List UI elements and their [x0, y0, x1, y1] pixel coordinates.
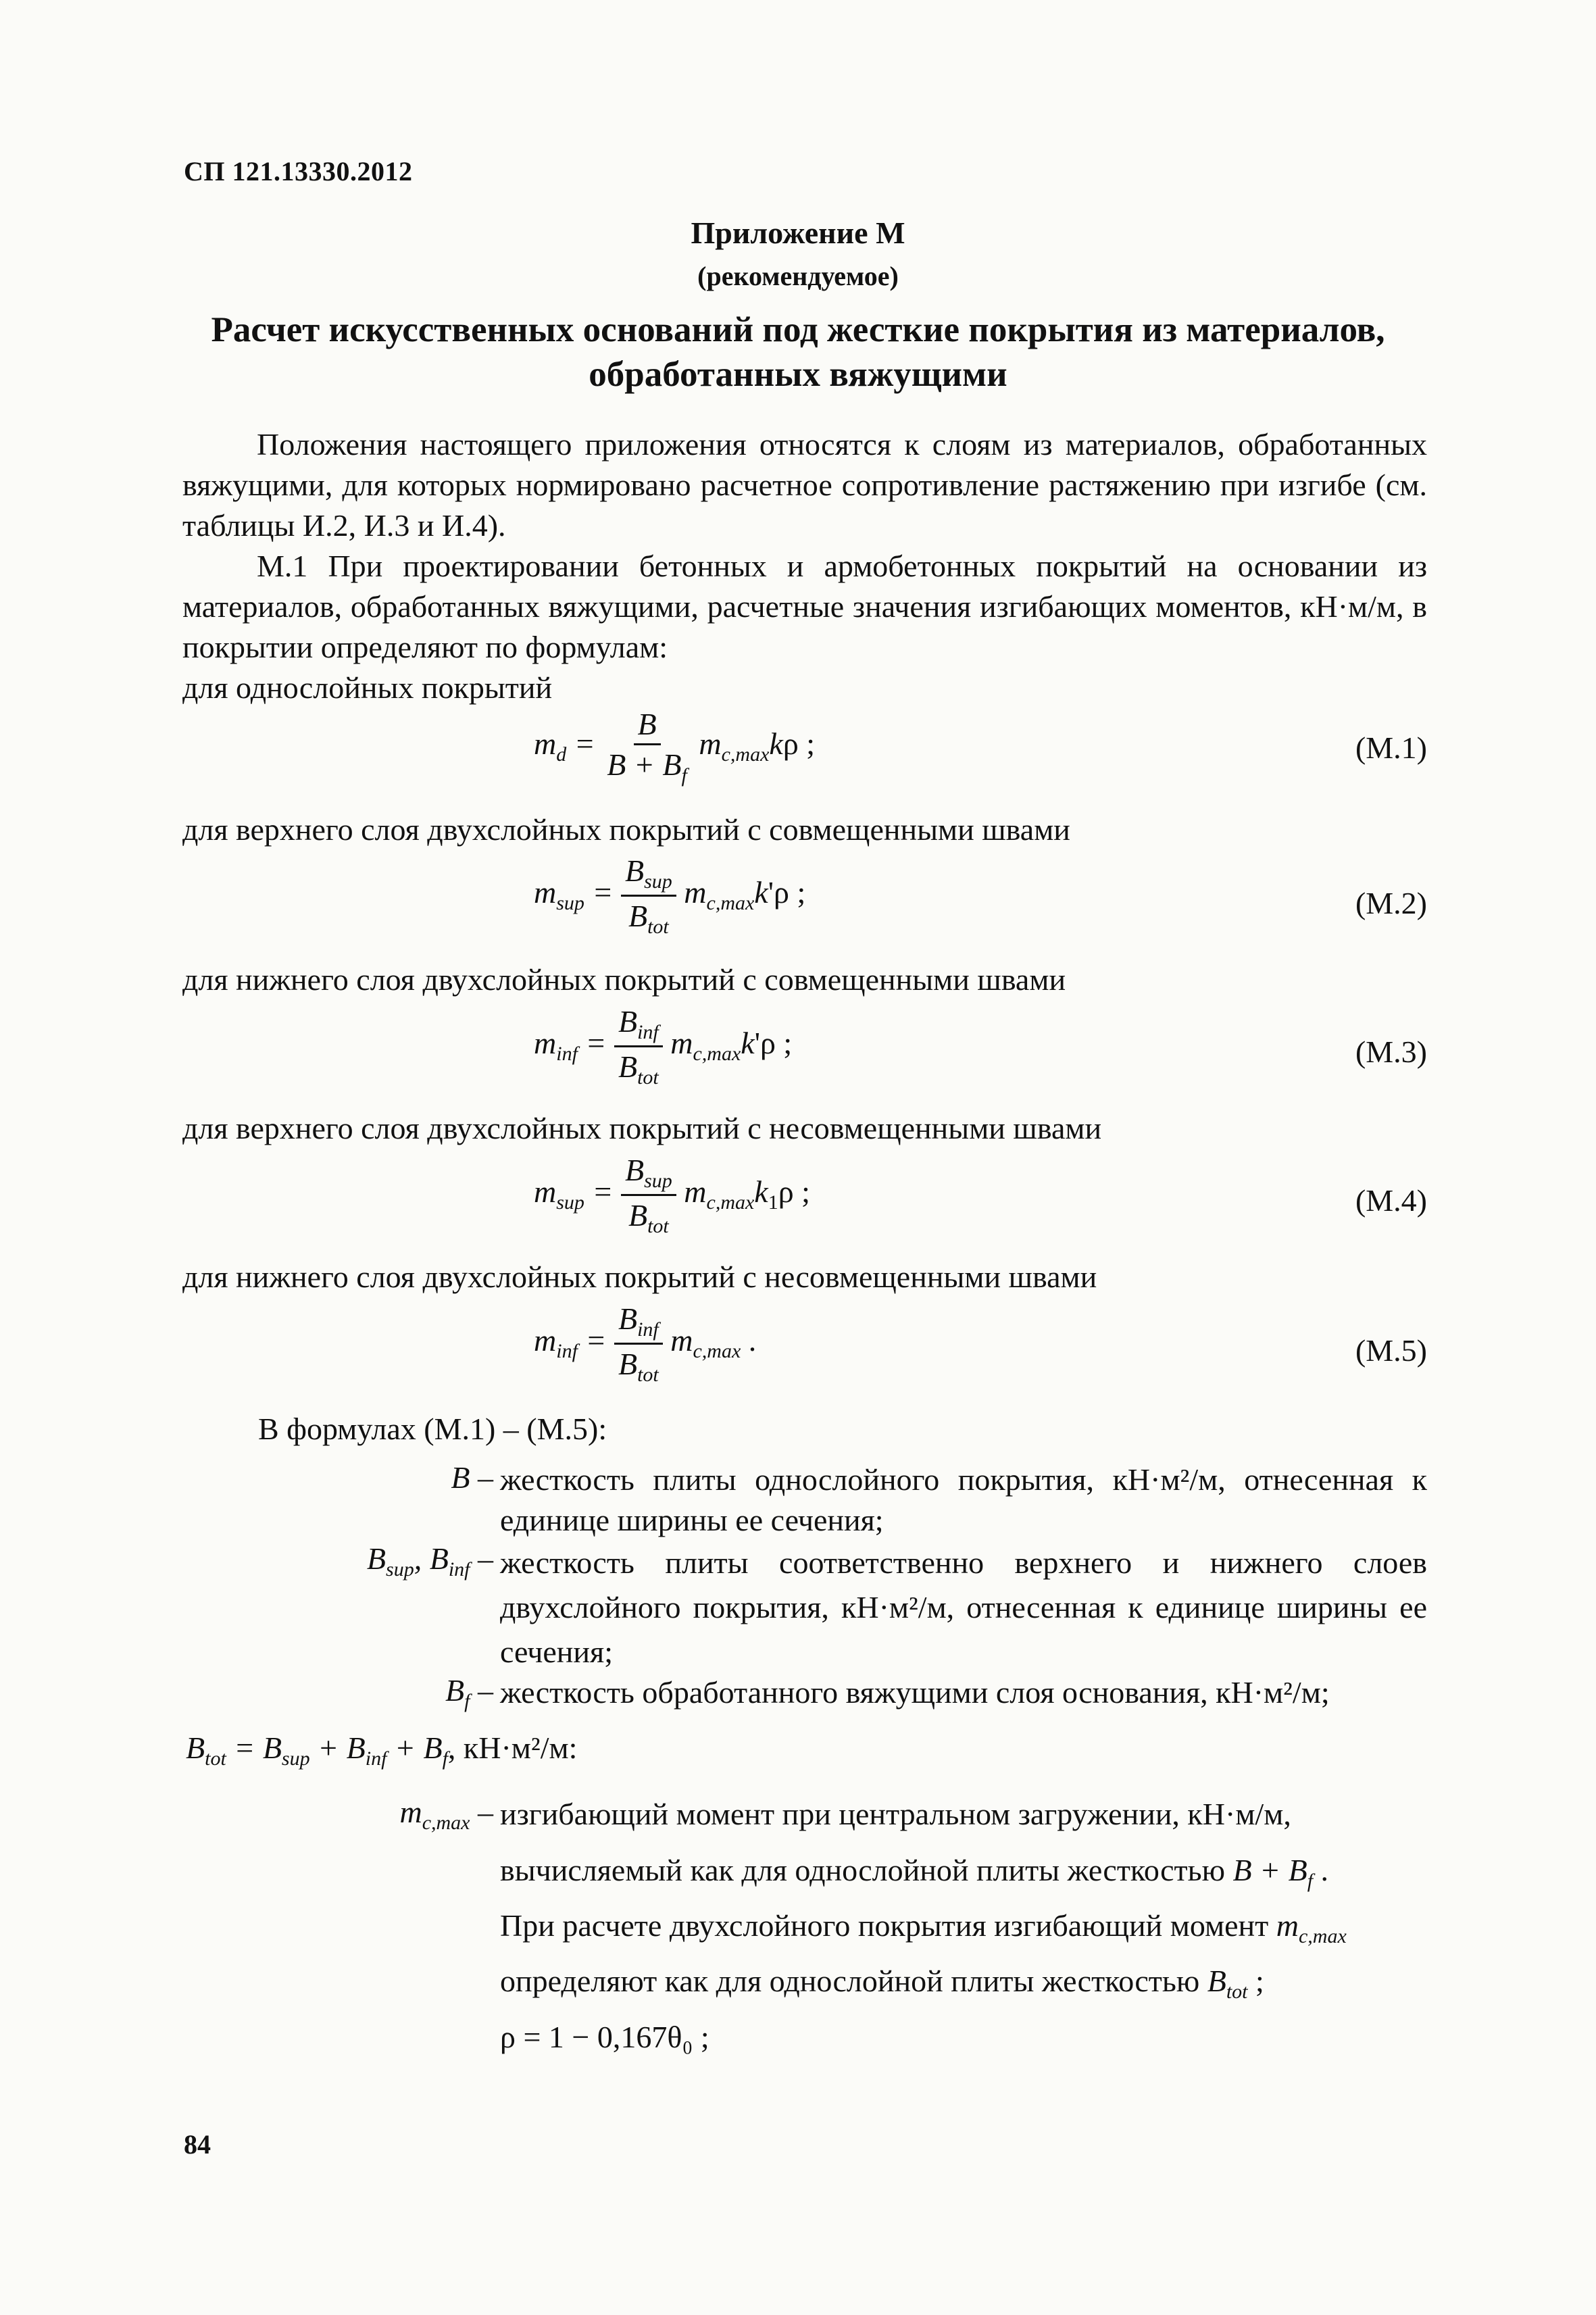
- formulas-legend-intro: В формулах (М.1) – (М.5):: [258, 1412, 607, 1446]
- term-B: B –: [451, 1460, 493, 1495]
- Btot-unit: , кН·м²/м:: [447, 1731, 578, 1765]
- case-upper-offset: для верхнего слоя двухслойных покрытий с несовмещенными швами: [182, 1111, 1102, 1145]
- page-number: 84: [184, 2129, 211, 2160]
- intro-paragraph: Положения настоящего приложения относятся к слоям из материалов, обработанных вяжущими, для которых нормировано расчетное сопротивление растяжению при изгибе (см. таблицы И.2, И.3 и И.4).: [182, 427, 1427, 543]
- rho-formula: ρ = 1 − 0,167θ₀ ;: [500, 2020, 709, 2054]
- case-single-layer: для однослойных покрытий: [182, 670, 553, 705]
- formula-m1: $m_d$ = $\frac{B}{B + B_f}$ $m_{c,max}k\rho$ ;: [534, 707, 816, 787]
- case-lower-offset: для нижнего слоя двухслойных покрытий с несовмещенными швами: [182, 1260, 1097, 1294]
- appendix-title-line2: обработанных вяжущими: [589, 355, 1007, 394]
- definition-mcmax-line3-text: При расчете двухслойного покрытия изгибающий момент: [500, 1908, 1269, 1943]
- term-Bf: $B_f$ –: [445, 1673, 493, 1713]
- definition-B: жесткость плиты однослойного покрытия, кН·м²/м, отнесенная к единице ширины ее сечения;: [500, 1462, 1427, 1537]
- clause-m1: М.1 При проектировании бетонных и армобетонных покрытий на основании из материалов, обработанных вяжущими, расчетные значения изгибающих моментов, кН·м/м, в покрытии определяют по формулам:: [182, 549, 1427, 664]
- term-mcmax: $m_{c,max}$ –: [399, 1795, 493, 1835]
- appendix-title: [135, 307, 1461, 397]
- case-upper-aligned: для верхнего слоя двухслойных покрытий с совмещенными швами: [182, 812, 1070, 847]
- appendix-title-line1: Расчет искусственных оснований под жесткие покрытия из материалов,: [211, 310, 1385, 349]
- formula-m5: $m_{inf}$ = $\frac{B_{inf}}{B_{tot}}$ $m_{c,max}$ .: [534, 1301, 757, 1387]
- formula-m2: $m_{sup}$ = $\frac{B_{sup}}{B_{tot}}$ $m_{c,max}k'\rho$ ;: [534, 853, 806, 939]
- term-Bsup-Binf: $B_{sup}$, $B_{inf}$ –: [366, 1541, 493, 1581]
- equation-number-m5: (М.5): [1355, 1333, 1427, 1368]
- definition-Bf: жесткость обработанного вяжущими слоя основания, кН·м²/м;: [500, 1675, 1330, 1710]
- equation-number-m3: (М.3): [1355, 1035, 1427, 1069]
- definition-mcmax-line2: вычисляемый как для однослойной плиты жесткостью $B + B_f$ .: [500, 1853, 1329, 1893]
- equation-number-m1: (М.1): [1355, 730, 1427, 765]
- equation-number-m2: (М.2): [1355, 886, 1427, 920]
- formula-Btot: $B_{tot} = B_{sup} + B_{inf} + B_f$, кН·м²/м:: [186, 1731, 578, 1770]
- definition-mcmax-line3: При расчете двухслойного покрытия изгибающий момент $m_{c,max}$: [500, 1908, 1347, 1948]
- case-lower-aligned: для нижнего слоя двухслойных покрытий с совмещенными швами: [182, 962, 1066, 997]
- definition-mcmax-line4: определяют как для однослойной плиты жесткостью $B_{tot}$ ;: [500, 1964, 1264, 2003]
- definition-Bsup-Binf: жесткость плиты соответственно верхнего и нижнего слоев двухслойного покрытия, кН·м²/м, отнесенная к единице ширины ее сечения;: [500, 1545, 1427, 1669]
- definition-mcmax-line4-text: определяют как для однослойной плиты жесткостью: [500, 1964, 1200, 1998]
- appendix-status: (рекомендуемое): [697, 261, 899, 291]
- appendix-label: Приложение М: [691, 216, 905, 250]
- standard-code: СП 121.13330.2012: [184, 156, 413, 186]
- definition-mcmax-line1: изгибающий момент при центральном загружении, кН·м/м,: [500, 1797, 1291, 1831]
- equation-number-m4: (М.4): [1355, 1183, 1427, 1218]
- formula-m4: $m_{sup}$ = $\frac{B_{sup}}{B_{tot}}$ $m_{c,max}k_1\rho$ ;: [534, 1153, 810, 1238]
- definition-mcmax-line2-text: вычисляемый как для однослойной плиты жесткостью: [500, 1853, 1225, 1887]
- formula-m3: $m_{inf}$ = $\frac{B_{inf}}{B_{tot}}$ $m_{c,max}k'\rho$ ;: [534, 1004, 793, 1089]
